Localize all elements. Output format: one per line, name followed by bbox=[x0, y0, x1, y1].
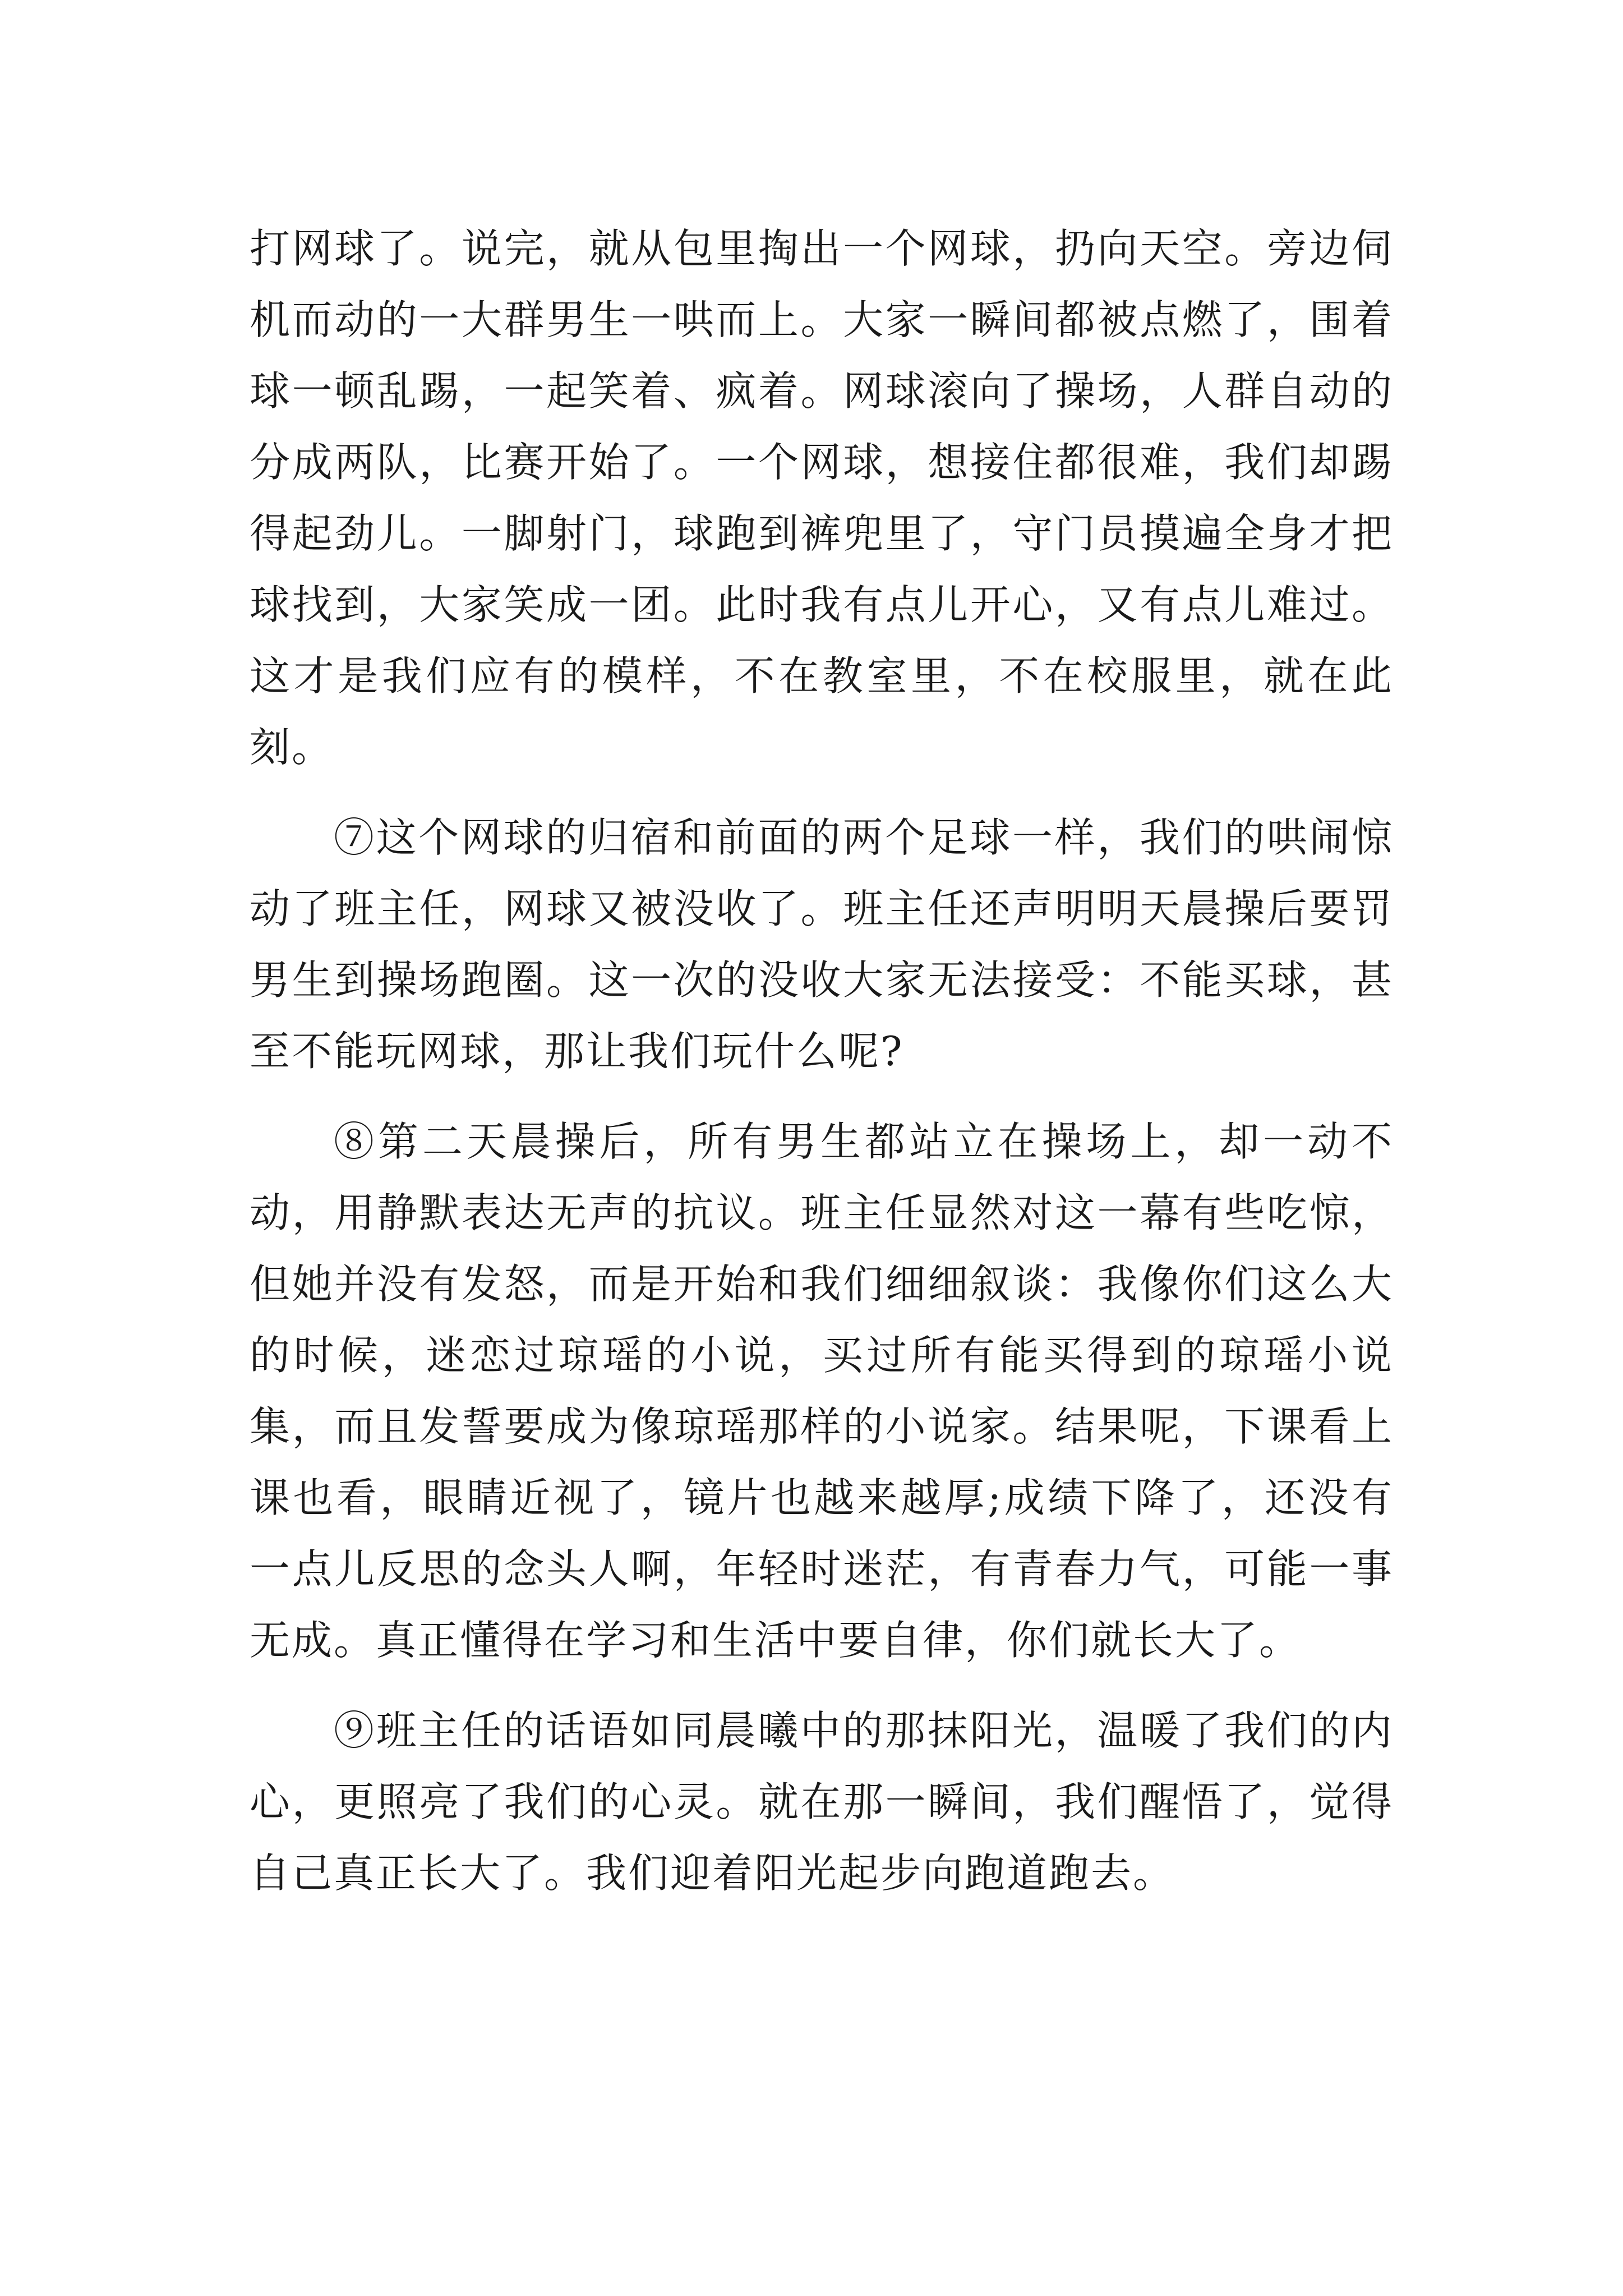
paragraph-7: ⑦这个网球的归宿和前面的两个足球一样，我们的哄闹惊动了班主任，网球又被没收了。班主任还声明明天晨操后要罚男生到操场跑圈。这一次的没收大家无法接受：不能买球，甚至不能玩网球，那让我们玩什么呢? bbox=[250, 814, 1394, 1075]
paragraph-6-continued: 打网球了。说完，就从包里掏出一个网球，扔向天空。旁边伺机而动的一大群男生一哄而上。大家一瞬间都被点燃了，围着球一顿乱踢，一起笑着、疯着。网球滚向了操场，人群自动的分成两队，比赛开始了。一个网球，想接住都很难，我们却踢得起劲儿。一脚射门，球跑到裤兜里了，守门员摸遍全身才把球找到，大家笑成一团。此时我有点儿开心，又有点儿难过。这才是我们应有的模样，不在教室里，不在校服里，就在此刻。 bbox=[250, 225, 1394, 771]
paragraph-8: ⑧第二天晨操后，所有男生都站立在操场上，却一动不动，用静默表达无声的抗议。班主任显然对这一幕有些吃惊，但她并没有发怒，而是开始和我们细细叙谈：我像你们这么大的时候，迷恋过琼瑶的小说，买过所有能买得到的琼瑶小说集，而且发誓要成为像琼瑶那样的小说家。结果呢，下课看上课也看，眼睛近视了，镜片也越来越厚;成绩下降了，还没有一点儿反思的念头人啊，年轻时迷茫，有青春力气，可能一事无成。真正懂得在学习和生活中要自律，你们就长大了。 bbox=[250, 1118, 1394, 1664]
paragraph-9: ⑨班主任的话语如同晨曦中的那抹阳光，温暖了我们的内心，更照亮了我们的心灵。就在那一瞬间，我们醒悟了，觉得自己真正长大了。我们迎着阳光起步向跑道跑去。 bbox=[250, 1707, 1394, 1897]
body-text bbox=[250, 213, 1394, 1928]
